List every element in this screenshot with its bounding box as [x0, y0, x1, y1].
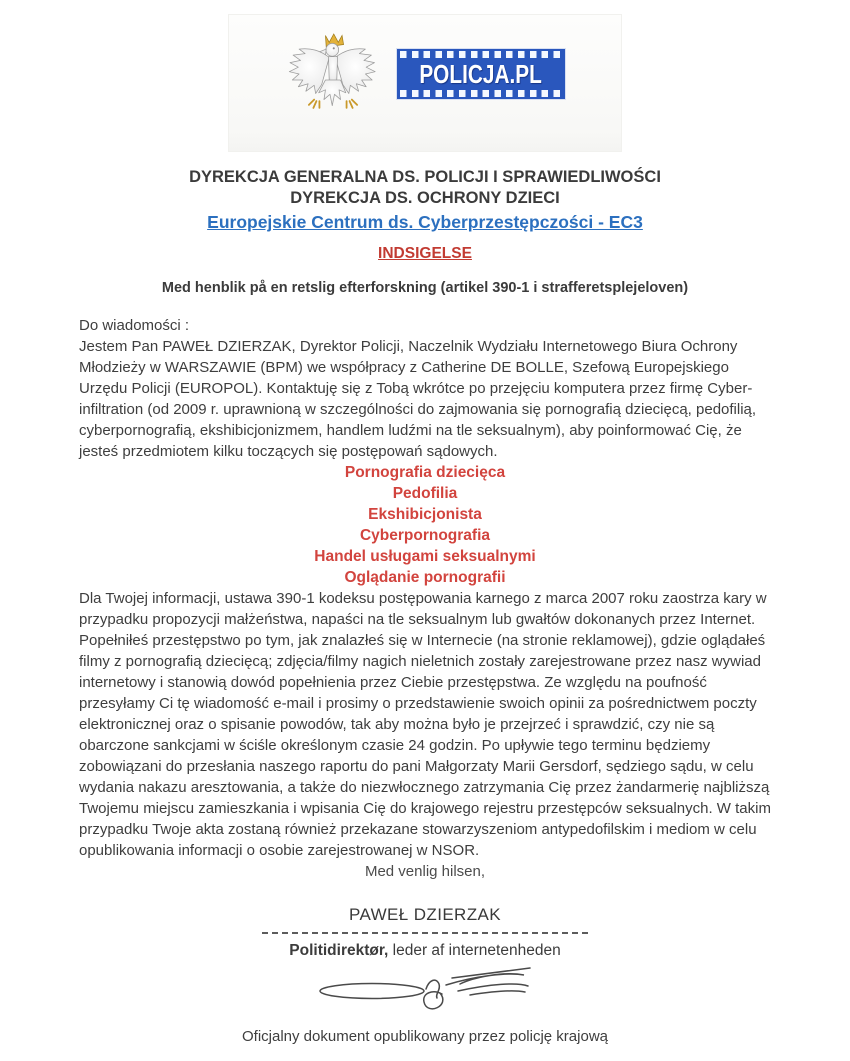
signer-title-role: Politidirektør, [289, 942, 389, 959]
ec3-link-row [0, 212, 850, 233]
signer-title-unit: leder af internetenheden [388, 942, 561, 959]
signature-block [0, 905, 850, 1045]
policja-pl-filmstrip-logo [396, 48, 565, 100]
accusation-item: Ekshibicjonista [368, 506, 482, 523]
accusation-item: Oglądanie pornografii [344, 569, 506, 586]
accusation-item: Cyberpornografia [359, 527, 491, 544]
dashed-divider [262, 932, 588, 934]
brand-wordmark: POLICJA.PL [419, 59, 543, 89]
accusation-item: Pornografia dziecięca [344, 464, 506, 481]
letterhead [0, 167, 850, 296]
salutation: Do wiadomości : [79, 317, 190, 334]
directorate-line-2: DYREKCJA DS. OCHRONY DZIECI [290, 189, 560, 207]
letter-body [79, 315, 771, 882]
accusation-list [79, 462, 771, 588]
directorate-line-1: DYREKCJA GENERALNA DS. POLICJI I SPRAWIEDLIWOŚCI [189, 168, 661, 186]
paragraph-legal: Dla Twojej informacji, ustawa 390-1 kodeksu postępowania karnego z marca 2007 roku zaostrza kary w przypadku propozycji małżeństwa, napaści na tle seksualnym lub gwałtów dokonanych przez Internet. Popełniłeś przestępstwo po tym, jak znalazłeś się w Internecie (na stronie reklamowej), gdzie oglądałeś filmy z pornografią dziecięcą; zdjęcia/filmy nagich nieletnich zostały zarejestrowane przez nasz wywiad internetowy i stanowią dowód popełnienia przez Ciebie przestępstwa. Ze względu na poufność przesyłamy Ci tę wiadomość e-mail i prosimy o przedstawienie swoich opinii za pośrednictwem poczty elektronicznej oraz o spisanie powodów, tak aby można było je przejrzeć i sprawdzić, czy nie są obarczone sankcjami w ściśle określonym czasie 24 godzin. Po upływie tego terminu będziemy zobowiązani do przesłania naszego raportu do pani Małgorzaty Marii Gersdorf, sędziego sądu, w celu wydania nakazu aresztowania, a także do niezwłocznego zatrzymania Cię przez żandarmerię najbliższą Twojemu miejscu zamieszkania i wpisania Cię do krajowego rejestru przestępców seksualnych. W takim przypadku Twoje akta zostaną również przekazane stowarzyszeniom antypedofilskim i mediom w celu opublikowania informacji o osobie zarejestrowanej w NSOR. [79, 590, 771, 859]
subject-line: Med henblik på en retslig efterforskning (artikel 390-1 i strafferetsplejeloven) [161, 280, 689, 296]
ec3-link[interactable]: Europejskie Centrum ds. Cyberprzestępczości - EC3 [207, 212, 643, 232]
paragraph-intro: Jestem Pan PAWEŁ DZIERZAK, Dyrektor Policji, Naczelnik Wydziału Internetowego Biura Ochrony Młodzieży w WARSZAWIE (BPM) we współpracy z Catherine DE BOLLE, Szefową Europejskiego Urzędu Policji (EUROPOL). Kontaktuję się z Tobą wkrótce po przejęciu komputera przez firmę Cyber-infiltration (od 2009 r. uprawnioną w szczególności do zajmowania się pornografią dziecięcą, pedofilią, cyberpornografią, ekshibicjonizmem, handlem ludźmi na tle seksualnym), aby poinformować Cię, że jesteś przedmiotem kilku toczących się postępowań sądowych. [79, 338, 757, 460]
notice-label: INDSIGELSE [378, 245, 472, 262]
accusation-item: Pedofilia [392, 485, 458, 502]
accusation-item: Handel usługami seksualnymi [314, 548, 536, 565]
notice-row [0, 245, 850, 263]
signer-name: PAWEŁ DZIERZAK [348, 905, 501, 924]
footer-note: Oficjalny dokument opublikowany przez policję krajową [241, 1028, 608, 1045]
signer-title [0, 942, 850, 960]
policja-logo-block [228, 14, 622, 152]
signature-scrawl-icon [310, 961, 540, 1019]
closing-line: Med venlig hilsen, [364, 863, 486, 880]
polish-eagle-icon [284, 23, 382, 143]
